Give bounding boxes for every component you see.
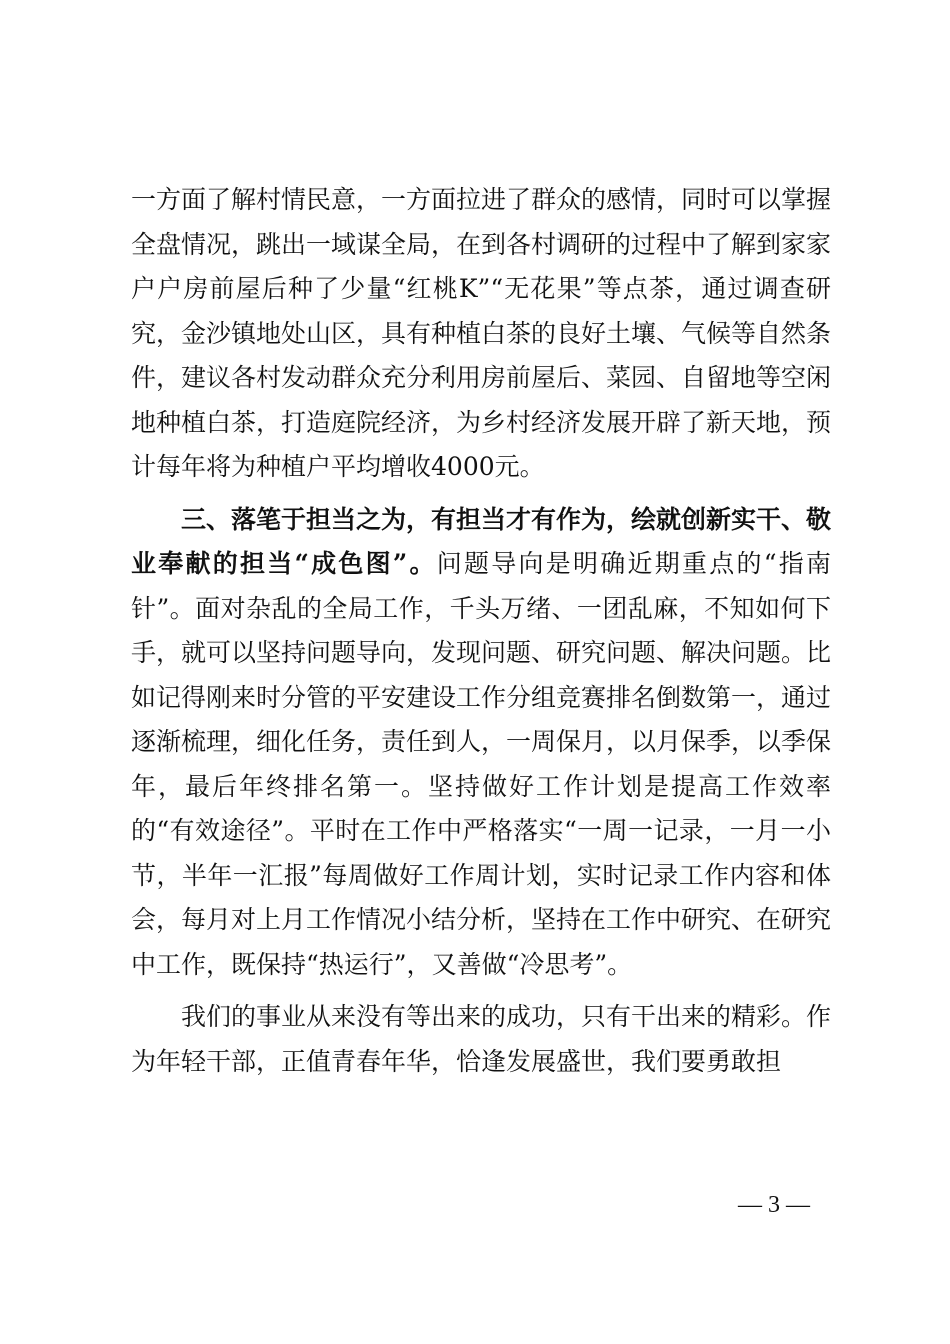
- paragraph-text: 一方面了解村情民意，一方面拉进了群众的感情，同时可以掌握全盘情况，跳出一域谋全局，在到各村调研的过程中了解到家家户户房前屋后种了少量“红桃K”“无花果”等点茶，通过调查研究，金沙镇地处山区，具有种植白茶的良好土壤、气候等自然条件，建议各村发动群众充分利用房前屋后、菜园、自留地等空闲地种植白茶，打造庭院经济，为乡村经济发展开辟了新天地，预计每年将为种植户平均增收4000元。: [131, 185, 832, 481]
- paragraph-section-three: [131, 498, 831, 988]
- paragraph-closing: [131, 995, 831, 1084]
- page-number: — 3 —: [738, 1192, 810, 1218]
- body-text: [131, 178, 831, 1084]
- paragraph-text: 问题导向是明确近期重点的“指南针”。面对杂乱的全局工作，千头万绪、一团乱麻，不知如何下手，就可以坚持问题导向，发现问题、研究问题、解决问题。比如记得刚来时分管的平安建设工作分组竞赛排名倒数第一，通过逐渐梳理，细化任务，责任到人，一周保月，以月保季，以季保年，最后年终排名第一。坚持做好工作计划是提高工作效率的“有效途径”。平时在工作中严格落实“一周一记录，一月一小节，半年一汇报”每周做好工作周计划，实时记录工作内容和体会，每月对上月工作情况小结分析，坚持在工作中研究、在研究中工作，既保持“热运行”，又善做“冷思考”。: [131, 549, 832, 979]
- paragraph-continuation: [131, 178, 831, 490]
- section-heading: 三、落笔于担当之为，有担当才有作为，绘就创新实干、敬业奉献的担当“成色图”。: [131, 504, 832, 578]
- paragraph-text: 我们的事业从来没有等出来的成功，只有干出来的精彩。作为年轻干部，正值青春年华，恰逢发展盛世，我们要勇敢担: [131, 1002, 832, 1076]
